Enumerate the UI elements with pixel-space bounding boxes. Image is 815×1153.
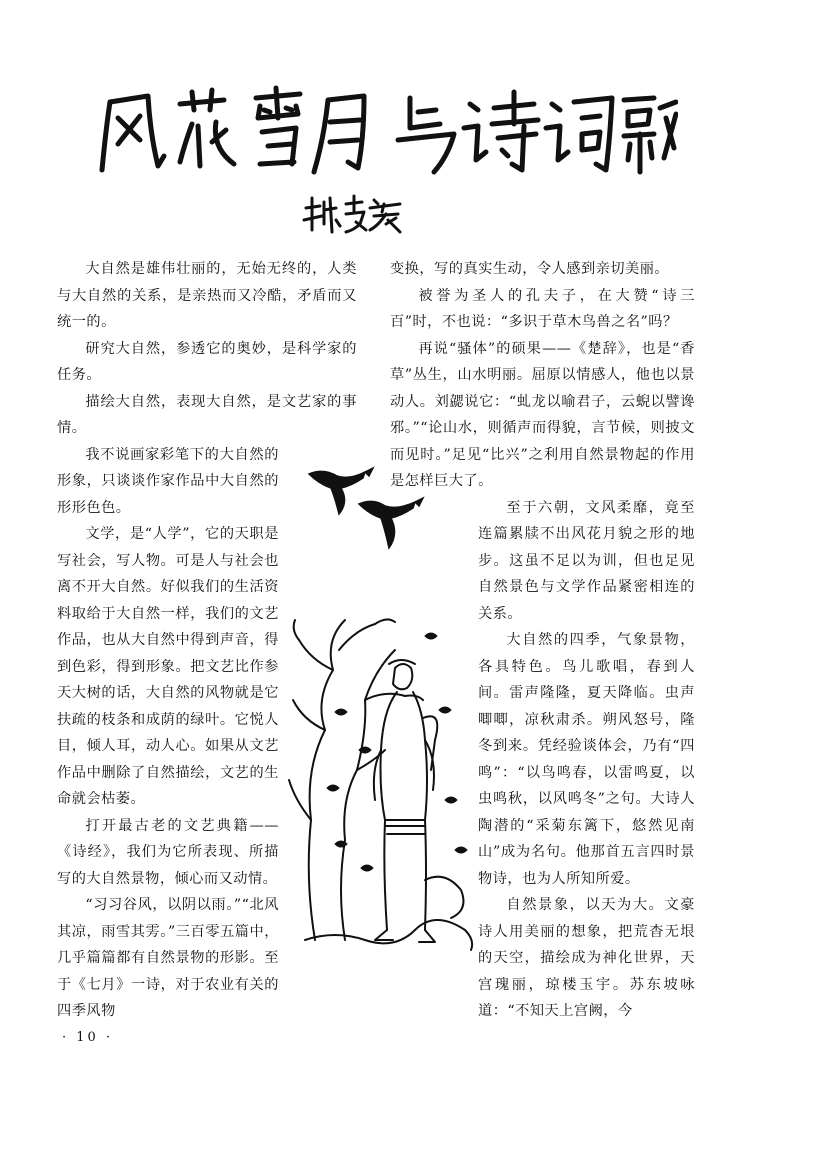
- man-under-tree-illustration-icon: [275, 600, 490, 960]
- paragraph: “习习谷风，以阴以雨。”“北风其凉，雨雪其雱。”三百零五篇中，几乎篇篇都有自然景物的形影。至于《七月》一诗，对于农业有关的四季风物: [57, 897, 279, 1019]
- paragraph: 再说“骚体”的硕果——《楚辞》，也是“香草”丛生，山水明丽。屈原以情感人，他也以景动人。刘勰说它：“虬龙以喻君子，云蜺以譬谗邪。”“论山水，则循声而得貌，言节候，则披文而见时。”足见“比兴”之利用自然景物起的作用是怎样巨大了。: [390, 340, 695, 489]
- paragraph: 我不说画家彩笔下的大自然的形象，只谈谈作家作品中大自然的形形色色。: [57, 446, 279, 516]
- paragraph: 大自然的四季，气象景物，各具特色。鸟儿歌唱，春到人间。雷声隆隆，夏天降临。虫声唧唧，凉秋肃杀。朔风怒号，隆冬到来。凭经验谈体会，乃有“四鸣”：“以鸟鸣春，以雷鸣夏，以虫鸣秋，以风鸣冬”之句。大诗人陶潜的“采菊东篱下，悠然见南山”成为名句。他那首五言四时景物诗，也为人所知所爱。: [478, 632, 695, 887]
- left-narrow-block: [57, 442, 279, 893]
- paragraph: 文学，是“人学”，它的天职是写社会，写人物。可是人与社会也离不开大自然。好似我们的生活资料取给于大自然一样，我们的文艺作品，也从大自然中得到声音，得到色彩，得到形象。把文艺比作参天大树的话，大自然的风物就是它扶疏的枝条和成荫的绿叶。它悦人目，倾人耳，动人心。如果从文艺作品中删除了自然描绘，文艺的生命就会枯萎。: [57, 526, 279, 807]
- paragraph: 打开最古老的文艺典籍——《诗经》，我们为它所表现、所描写的大自然景物，倾心而又动情。: [57, 817, 279, 887]
- paragraph: 描绘大自然，表现大自然，是文艺家的事情。: [57, 393, 357, 436]
- page-number: · 10 ·: [62, 1030, 114, 1045]
- paragraph: 大自然是雄伟壮丽的，无始无终的，人类与大自然的关系，是亲热而又冷酷，矛盾而又统一的。: [57, 261, 357, 330]
- article-title: [88, 78, 678, 178]
- flying-geese-icon: [305, 458, 435, 558]
- paragraph: 变换，写的真实生动，令人感到亲切美丽。: [390, 261, 670, 277]
- paragraph: 至于六朝，文风柔靡，竟至连篇累牍不出风花月貌之形的地步。这虽不足以为训，但也足见自然景色与文学作品紧密相连的关系。: [478, 499, 695, 622]
- signature-icon: [300, 190, 410, 240]
- paragraph: 自然景象，以天为大。文豪诗人用美丽的想象，把荒杳无垠的天空，描绘成为神化世界，天宫瑰丽，琼楼玉宇。苏东坡咏道：“不知天上宫阙，今: [478, 897, 695, 1019]
- title-calligraphy-icon: [88, 78, 678, 178]
- paragraph: 研究大自然，参透它的奥妙，是科学家的任务。: [57, 340, 357, 383]
- paragraph: 被誉为圣人的孔夫子，在大赞“诗三百”时，不也说：“多识于草木鸟兽之名”吗？: [390, 287, 695, 330]
- author-signature: [300, 190, 410, 240]
- right-narrow-block: [478, 495, 695, 1025]
